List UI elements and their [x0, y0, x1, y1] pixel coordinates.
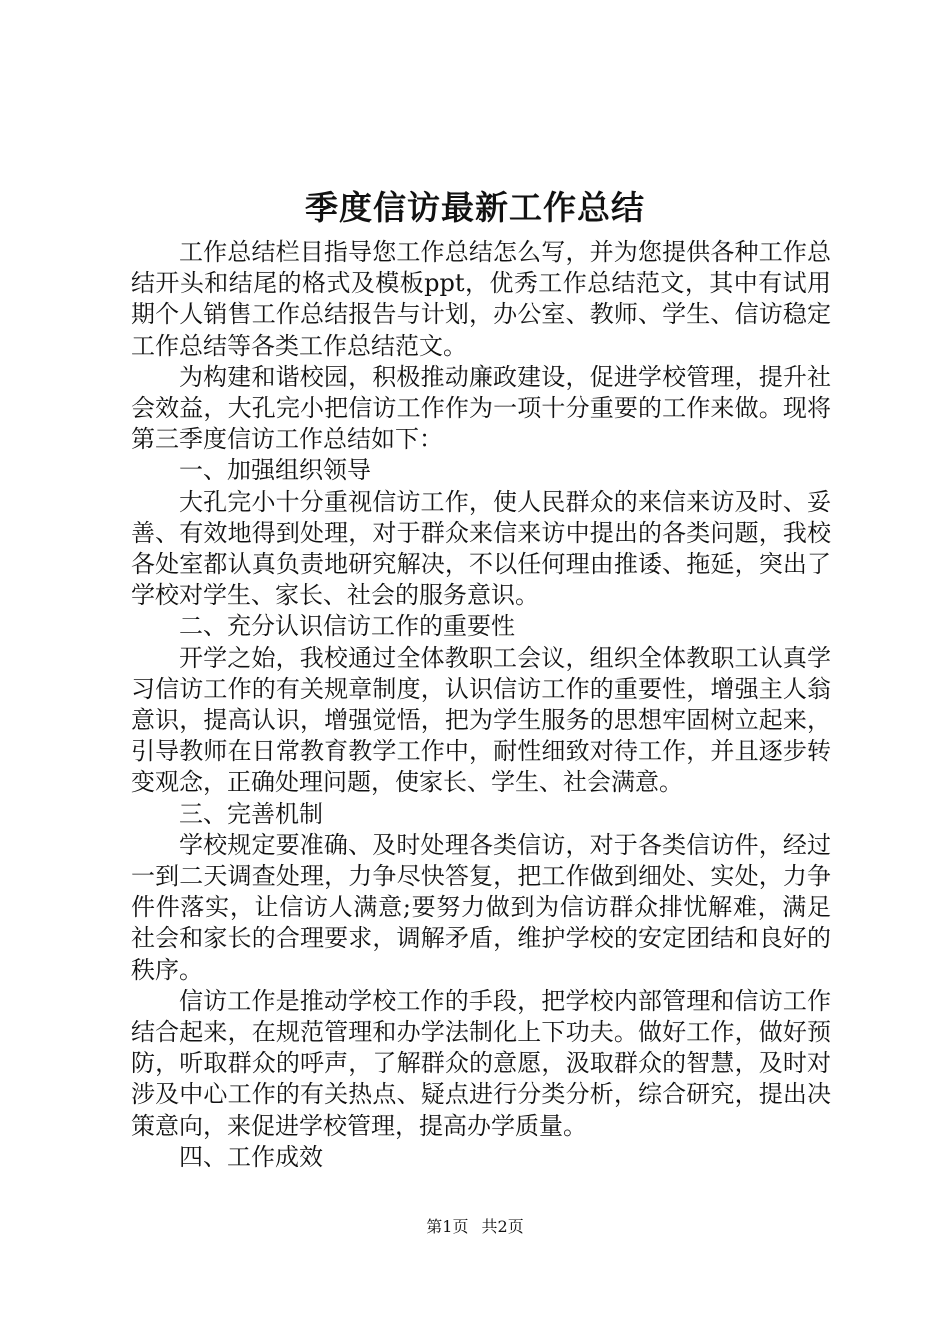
paragraph-section-1: 大孔完小十分重视信访工作，使人民群众的来信来访及时、妥善、有效地得到处理，对于群众来信来访中提出的各类问题，我校各处室都认真负责地研究解决，不以任何理由推诿、拖延，突出了学校对学生、家长、社会的服务意识。	[131, 487, 831, 610]
paragraph-section-3b: 信访工作是推动学校工作的手段，把学校内部管理和信访工作结合起来，在规范管理和办学法制化上下功夫。做好工作，做好预防，听取群众的呼声，了解群众的意愿，汲取群众的智慧，及时对涉及中心工作的有关热点、疑点进行分类分析，综合研究，提出决策意向，来促进学校管理，提高办学质量。	[131, 986, 831, 1140]
paragraph-purpose: 为构建和谐校园，积极推动廉政建设，促进学校管理，提升社会效益，大孔完小把信访工作作为一项十分重要的工作来做。现将第三季度信访工作总结如下：	[131, 362, 831, 454]
page-number-total: 共2页	[481, 1217, 524, 1236]
page-number-current: 第1页	[426, 1217, 469, 1236]
section-heading-1: 一、加强组织领导	[179, 456, 371, 485]
page-footer	[0, 1215, 950, 1239]
section-heading-3: 三、完善机制	[179, 799, 323, 828]
paragraph-section-2: 开学之始，我校通过全体教职工会议，组织全体教职工认真学习信访工作的有关规章制度，认识信访工作的重要性，增强主人翁意识，提高认识，增强觉悟，把为学生服务的思想牢固树立起来，引导教师在日常教育教学工作中，耐性细致对待工作，并且逐步转变观念，正确处理问题，使家长、学生、社会满意。	[131, 643, 831, 797]
paragraph-intro: 工作总结栏目指导您工作总结怎么写，并为您提供各种工作总结开头和结尾的格式及模板ppt，优秀工作总结范文，其中有试用期个人销售工作总结报告与计划，办公室、教师、学生、信访稳定工作总结等各类工作总结范文。	[131, 238, 831, 360]
section-heading-2: 二、充分认识信访工作的重要性	[179, 612, 515, 641]
paragraph-section-3a: 学校规定要准确、及时处理各类信访，对于各类信访件，经过一到二天调查处理，力争尽快答复，把工作做到细处、实处，力争件件落实，让信访人满意;要努力做到为信访群众排忧解难，满足社会和家长的合理要求，调解矛盾，维护学校的安定团结和良好的秩序。	[131, 830, 831, 984]
section-heading-4: 四、工作成效	[179, 1142, 323, 1171]
document-body	[131, 237, 831, 1173]
document-title: 季度信访最新工作总结	[305, 188, 645, 227]
